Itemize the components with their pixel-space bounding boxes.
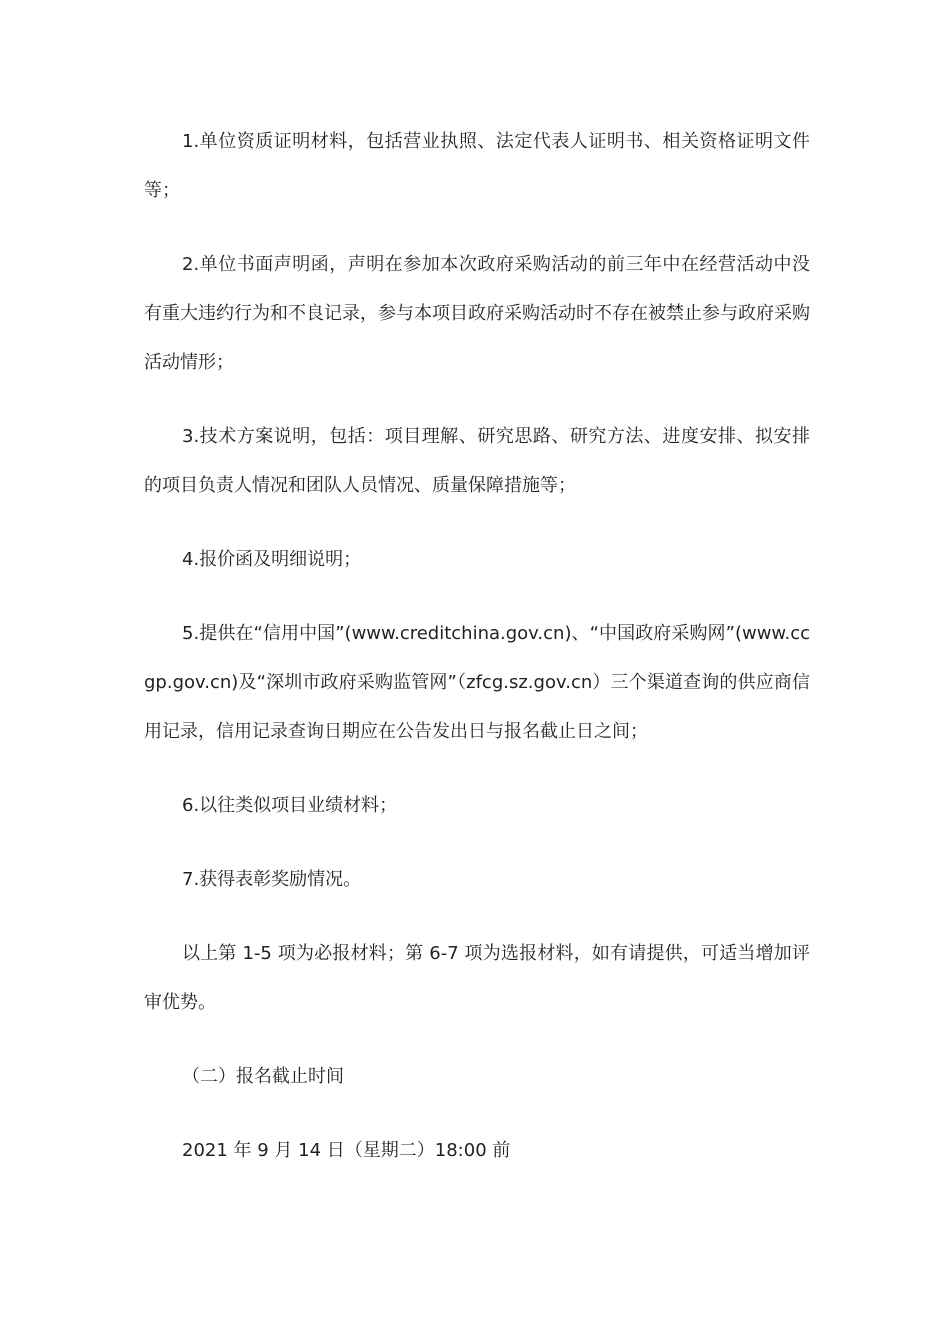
paragraph-item-5: 5.提供在“信用中国”(www.creditchina.gov.cn)、“中国政府采购网”(www.ccgp.gov.cn)及“深圳市政府采购监管网”（zfcg.sz.gov.cn）三个渠道查询的供应商信用记录，信用记录查询日期应在公告发出日与报名截止日之间； [144, 623, 810, 742]
document-page [144, 117, 810, 1200]
paragraph-item-2: 2.单位书面声明函，声明在参加本次政府采购活动的前三年中在经营活动中没有重大违约行为和不良记录，参与本项目政府采购活动时不存在被禁止参与政府采购活动情形； [144, 254, 810, 373]
paragraph-item-7: 7.获得表彰奖励情况。 [182, 869, 362, 890]
requirement-note: 以上第 1-5 项为必报材料；第 6-7 项为选报材料，如有请提供，可适当增加评审优势。 [144, 943, 810, 1013]
paragraph-item-6: 6.以往类似项目业绩材料； [182, 795, 398, 816]
section-heading-deadline: （二）报名截止时间 [182, 1066, 344, 1087]
paragraph-item-4: 4.报价函及明细说明； [182, 549, 362, 570]
paragraph-item-3: 3.技术方案说明，包括：项目理解、研究思路、研究方法、进度安排、拟安排的项目负责人情况和团队人员情况、质量保障措施等； [144, 426, 810, 496]
deadline-date: 2021 年 9 月 14 日（星期二）18:00 前 [182, 1140, 511, 1161]
paragraph-item-1: 1.单位资质证明材料，包括营业执照、法定代表人证明书、相关资格证明文件等； [144, 131, 810, 201]
